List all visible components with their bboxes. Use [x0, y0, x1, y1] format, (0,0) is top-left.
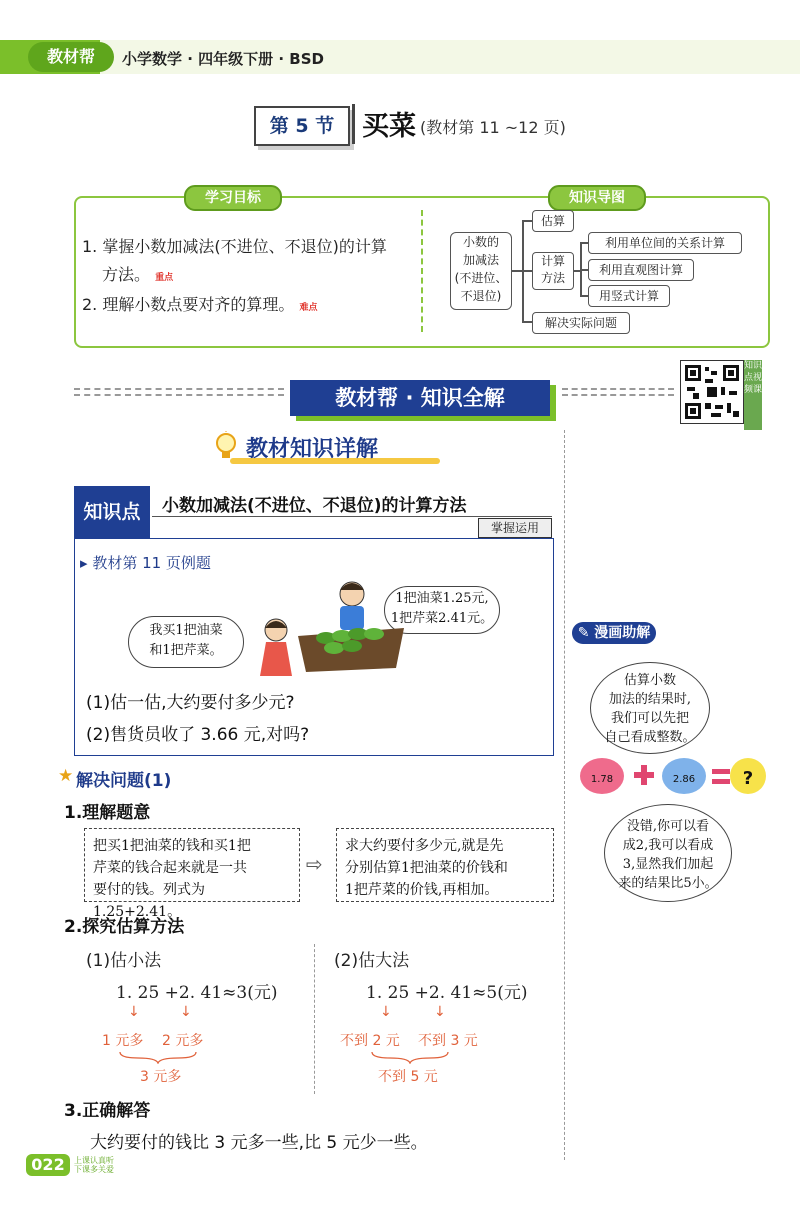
detail-heading: 教材知识详解 — [246, 437, 379, 462]
qr-code-icon[interactable] — [680, 360, 744, 424]
method-2-part-a: 不到 2 元 — [340, 1033, 400, 1049]
goal-1-line1: 1. 掌握小数加减法(不进位、不退位)的计算 — [82, 237, 387, 256]
map-node-calc: 计算 方法 — [532, 252, 574, 290]
page-number: 022 — [26, 1154, 70, 1176]
unknown-result: ? — [742, 768, 754, 789]
qr-side-label: 知识点视频课 — [744, 360, 762, 430]
kp-title: 小数加减法(不进位、不退位)的计算方法 — [162, 496, 467, 516]
star-icon: ★ — [58, 766, 74, 786]
explanation-box-1: 把买1把油菜的钱和买1把 芹菜的钱合起来就是一共 要付的钱。列式为1.25+2.41。 — [84, 828, 300, 902]
section-banner: 教材帮 · 知识全解 — [290, 380, 550, 416]
section-divider — [352, 104, 355, 144]
map-node-estimate: 估算 — [532, 210, 574, 232]
question-1: (1)估一估,大约要付多少元? — [86, 693, 295, 713]
arrow-down-icon: ↓ — [180, 1004, 192, 1020]
kp-tag: 掌握运用 — [478, 518, 552, 538]
method-2-heading: (2)估大法 — [334, 951, 410, 971]
banner-line-right — [562, 394, 674, 396]
difficult-point-mark: 难点 — [299, 303, 318, 313]
method-1-equation: 1. 25 +2. 41≈3(元) — [116, 983, 278, 1003]
method-1-heading: (1)估小法 — [86, 951, 162, 971]
answer-text: 大约要付的钱比 3 元多一些,比 5 元少一些。 — [90, 1133, 428, 1153]
section-ref: (教材第 11 ~12 页) — [420, 118, 566, 137]
arrow-down-icon: ↓ — [434, 1004, 446, 1020]
goal-2: 2. 理解小数点要对齐的算理。 难点 — [82, 295, 318, 314]
lightbulb-icon — [212, 431, 240, 461]
comic-label: ✎ 漫画助解 — [572, 622, 656, 644]
example-heading: ▸ 教材第 11 页例题 — [80, 554, 211, 572]
comic-bubble-1: 估算小数 加法的结果时, 我们可以先把 自己看成整数。 — [590, 662, 710, 754]
key-point-mark: 重点 — [155, 273, 174, 283]
vendor-speech-bubble: 1把油菜1.25元, 1把芹菜2.41元。 — [384, 586, 500, 634]
map-label: 知识导图 — [548, 185, 646, 211]
explanation-box-2: 求大约要付多少元,就是先 分别估算1把油菜的价钱和 1把芹菜的价钱,再相加。 — [336, 828, 554, 902]
section-name: 买菜 — [362, 111, 416, 142]
method-1-part-a: 1 元多 — [102, 1033, 144, 1049]
map-connector — [580, 269, 588, 271]
arrow-down-icon: ↓ — [380, 1004, 392, 1020]
step-3-heading: 3.正确解答 — [64, 1101, 151, 1121]
map-node-solve: 解决实际问题 — [532, 312, 630, 334]
map-connector — [522, 321, 532, 323]
page-note: 上课认真听 下课多关爱 — [74, 1156, 114, 1174]
number-1-78: 1.78 — [590, 774, 614, 785]
map-connector — [522, 220, 532, 222]
question-2: (2)售货员收了 3.66 元,对吗? — [86, 725, 310, 745]
goal-1-line2: 方法。 重点 — [102, 265, 174, 284]
girl-speech-bubble: 我买1把油菜 和1把芹菜。 — [128, 616, 244, 668]
book-subject: 小学数学 · 四年级下册 · BSD — [122, 50, 324, 68]
banner-line-left — [74, 388, 284, 390]
map-connector — [580, 242, 588, 244]
arrow-right-icon: ⇨ — [306, 852, 323, 876]
method-divider — [314, 944, 315, 1094]
map-root-node: 小数的 加减法 (不进位、 不退位) — [450, 232, 512, 310]
section-number: 第 5 节 — [254, 106, 350, 146]
step-2-heading: 2.探究估算方法 — [64, 917, 185, 937]
column-divider — [564, 430, 565, 1160]
method-1-sum: 3 元多 — [140, 1069, 182, 1085]
market-illustration — [256, 576, 406, 686]
step-1-heading: 1.理解题意 — [64, 803, 151, 823]
arrow-down-icon: ↓ — [128, 1004, 140, 1020]
number-2-86: 2.86 — [672, 774, 696, 785]
header-bar — [0, 40, 800, 74]
comic-bubble-2: 没错,你可以看 成2,我可以看成 3,显然我们加起 来的结果比5小。 — [604, 804, 732, 902]
map-connector — [580, 295, 588, 297]
brace-icon — [118, 1050, 198, 1064]
kp-badge: 知识点 — [74, 486, 150, 538]
number-characters-illustration — [578, 748, 768, 804]
goals-label: 学习目标 — [184, 185, 282, 211]
solve-title: 解决问题(1) — [76, 771, 172, 791]
map-method-2: 利用直观图计算 — [588, 259, 694, 281]
kp-underline — [152, 516, 552, 517]
map-method-1: 利用单位间的关系计算 — [588, 232, 742, 254]
method-2-sum: 不到 5 元 — [378, 1069, 438, 1085]
map-connector — [522, 270, 532, 272]
brand-tag: 教材帮 — [28, 42, 114, 72]
method-2-part-b: 不到 3 元 — [418, 1033, 478, 1049]
panel-divider — [421, 210, 423, 332]
banner-line-right — [562, 388, 674, 390]
map-method-3: 用竖式计算 — [588, 285, 670, 307]
brace-icon — [370, 1050, 450, 1064]
banner-line-left — [74, 394, 284, 396]
method-2-equation: 1. 25 +2. 41≈5(元) — [366, 983, 528, 1003]
method-1-part-b: 2 元多 — [162, 1033, 204, 1049]
